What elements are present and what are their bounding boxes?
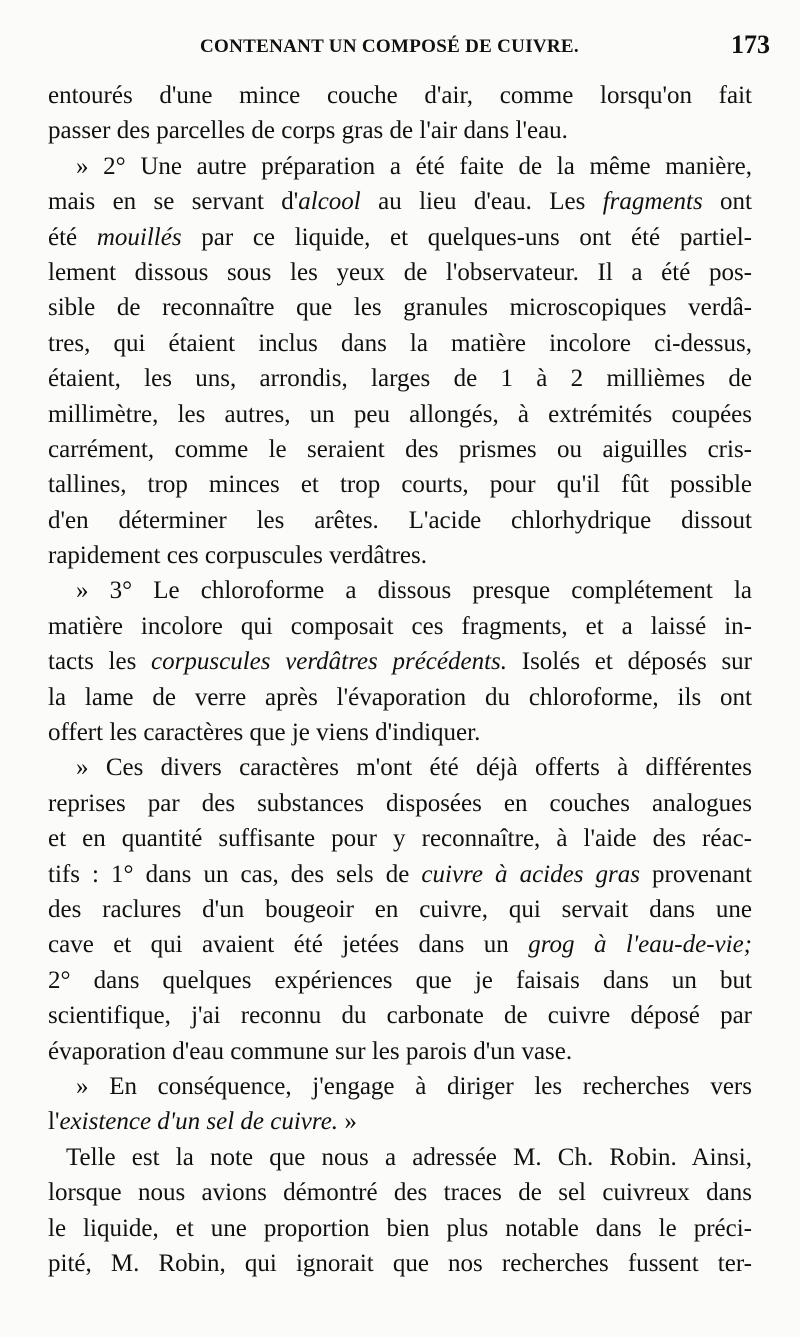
text-segment: matière incolore qui composait ces fragments, et a laissé in- xyxy=(48,612,752,640)
text-line xyxy=(48,1069,752,1104)
text-segment: carrément, comme le seraient des prismes ou aiguilles cris- xyxy=(48,435,752,463)
text-line xyxy=(48,255,752,290)
text-line xyxy=(48,538,752,573)
text-segment: millimètre, les autres, un peu allongés, à extrémités coupées xyxy=(48,400,752,428)
text-line xyxy=(48,963,752,998)
text-segment: étaient, les uns, arrondis, larges de 1 à 2 millièmes de xyxy=(48,365,752,393)
page-header xyxy=(40,30,780,70)
text-line xyxy=(48,1246,752,1281)
text-segment: cave et qui avaient été jetées dans un xyxy=(48,931,529,959)
text-line xyxy=(48,1034,752,1069)
text-line xyxy=(48,1211,752,1246)
text-line xyxy=(48,573,752,608)
italic-text: alcool xyxy=(298,188,361,216)
italic-text: corpuscules verdâtres précédents. xyxy=(151,648,508,676)
text-line xyxy=(48,290,752,325)
text-line xyxy=(48,78,752,113)
text-segment: d'en déterminer les arêtes. L'acide chlorhydrique dissout xyxy=(48,506,752,534)
text-line xyxy=(48,644,752,679)
text-segment: Telle est la note que nous a adressée M. Ch. Robin. Ainsi, xyxy=(66,1143,752,1171)
text-segment: des raclures d'un bougeoir en cuivre, qui servait dans une xyxy=(48,895,752,923)
text-line xyxy=(48,1104,752,1139)
text-segment: au lieu d'eau. Les xyxy=(360,188,603,216)
text-line xyxy=(48,361,752,396)
italic-text: fragments xyxy=(602,188,703,216)
text-segment: rapidement ces corpuscules verdâtres. xyxy=(48,542,428,570)
text-segment: ont xyxy=(702,188,752,216)
text-segment: » 3° Le chloroforme a dissous presque complétement la xyxy=(76,577,752,605)
text-line xyxy=(48,786,752,821)
text-segment: lement dissous sous les yeux de l'observateur. Il a été pos- xyxy=(48,258,752,286)
italic-text: grog à l'eau-de-vie; xyxy=(528,931,752,959)
italic-text: mouillés xyxy=(96,223,182,251)
text-line xyxy=(48,821,752,856)
text-segment: Isolés et déposés sur xyxy=(507,648,753,676)
text-segment: provenant xyxy=(639,860,752,888)
text-segment: » xyxy=(338,1108,357,1136)
text-segment: été xyxy=(48,223,97,251)
text-segment: la lame de verre après l'évaporation du chloroforme, ils ont xyxy=(48,683,752,711)
running-title: CONTENANT UN COMPOSÉ DE CUIVRE. xyxy=(200,36,579,57)
text-line xyxy=(48,149,752,184)
text-segment: par ce liquide, et quelques-uns ont été partiel- xyxy=(181,223,753,251)
page-number: 173 xyxy=(731,30,770,59)
text-line xyxy=(48,397,752,432)
text-segment: le liquide, et une proportion bien plus notable dans le préci- xyxy=(48,1214,752,1242)
text-line xyxy=(48,326,752,361)
text-line xyxy=(48,750,752,785)
text-segment: et en quantité suffisante pour y reconnaître, à l'aide des réac- xyxy=(48,825,752,853)
text-segment: tres, qui étaient inclus dans la matière incolore ci-dessus, xyxy=(48,329,752,357)
text-line xyxy=(48,1175,752,1210)
text-line xyxy=(48,432,752,467)
text-line xyxy=(48,715,752,750)
text-segment: l' xyxy=(48,1108,60,1136)
text-segment: » 2° Une autre préparation a été faite de la même manière, xyxy=(76,152,752,180)
text-line xyxy=(48,184,752,219)
text-segment: tallines, trop minces et trop courts, pour qu'il fût possible xyxy=(48,471,752,499)
text-line xyxy=(48,220,752,255)
italic-text: existence d'un sel de cuivre. xyxy=(59,1108,339,1136)
text-segment: mais en se servant d' xyxy=(48,188,299,216)
text-segment: reprises par des substances disposées en couches analogues xyxy=(48,789,752,817)
text-line xyxy=(48,1140,752,1175)
text-line xyxy=(48,927,752,962)
italic-text: cuivre à acides gras xyxy=(421,860,640,888)
text-line xyxy=(48,680,752,715)
text-segment: tacts les xyxy=(48,648,152,676)
text-segment: » Ces divers caractères m'ont été déjà offerts à différentes xyxy=(76,754,752,782)
text-segment: tifs : 1° dans un cas, des sels de xyxy=(48,860,422,888)
text-line xyxy=(48,503,752,538)
text-segment: pité, M. Robin, qui ignorait que nos recherches fussent ter- xyxy=(48,1249,752,1277)
text-segment: évaporation d'eau commune sur les parois d'un vase. xyxy=(48,1037,573,1065)
text-segment: offert les caractères que je viens d'indiquer. xyxy=(48,719,481,747)
text-line xyxy=(48,998,752,1033)
text-segment: sible de reconnaître que les granules microscopiques verdâ- xyxy=(48,294,752,322)
text-segment: passer des parcelles de corps gras de l'air dans l'eau. xyxy=(48,117,568,145)
text-segment: scientifique, j'ai reconnu du carbonate de cuivre déposé par xyxy=(48,1002,752,1030)
text-segment: entourés d'une mince couche d'air, comme lorsqu'on fait xyxy=(48,82,752,109)
text-line xyxy=(48,113,752,148)
body-text xyxy=(48,78,752,1281)
text-segment: » En conséquence, j'engage à diriger les recherches vers xyxy=(76,1072,752,1100)
text-line xyxy=(48,892,752,927)
text-line xyxy=(48,467,752,502)
text-segment: 2° dans quelques expériences que je faisais dans un but xyxy=(48,966,752,994)
text-line xyxy=(48,857,752,892)
text-segment: lorsque nous avions démontré des traces de sel cuivreux dans xyxy=(48,1179,752,1207)
text-line xyxy=(48,609,752,644)
